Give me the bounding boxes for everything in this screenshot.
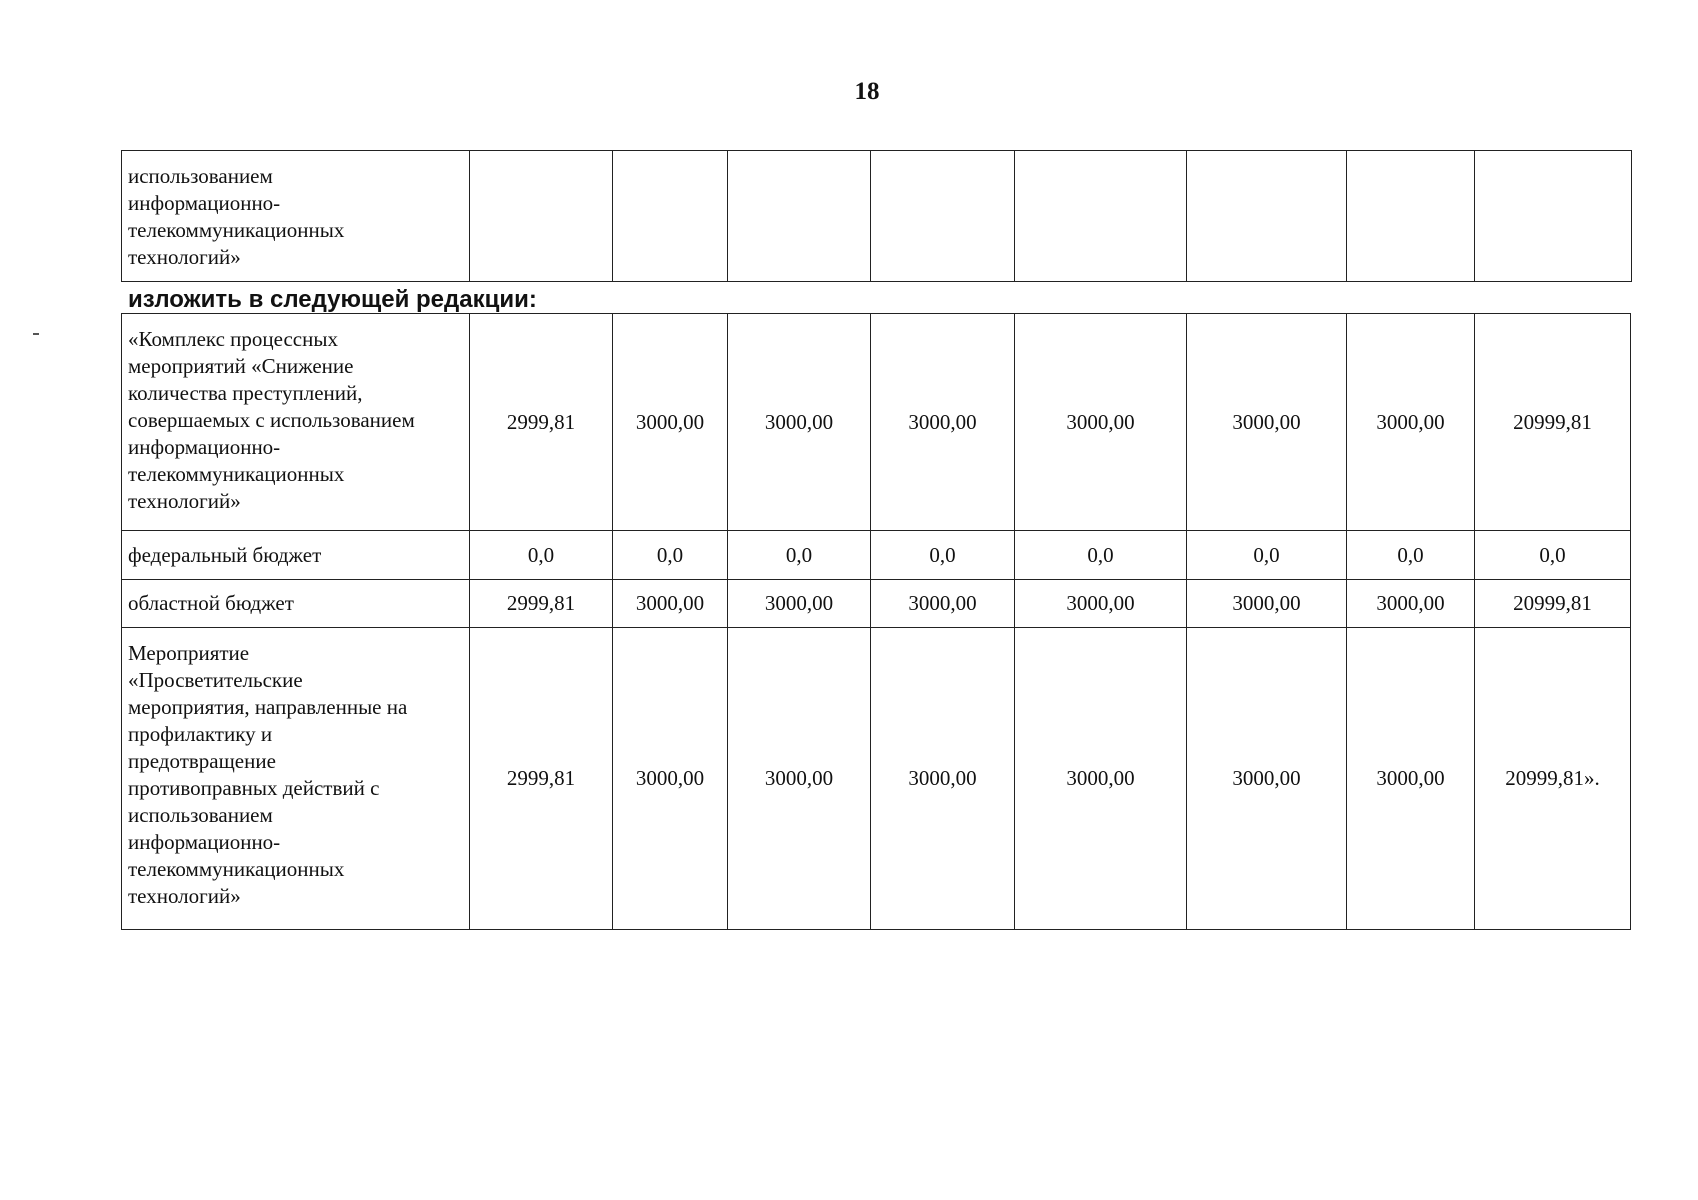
value-cell: 3000,00 [1015,580,1187,628]
row-label-cell [122,531,470,580]
scan-artifact-mark [33,333,39,335]
value-cell: 3000,00 [613,314,728,531]
intro-instruction: изложить в следующей редакции: [128,286,537,313]
row-label-cell [122,580,470,628]
value-cell: 0,0 [1475,531,1631,580]
value-cell: 0,0 [1347,531,1475,580]
value-cell: 2999,81 [470,580,613,628]
empty-cell [470,151,613,282]
value-cell: 3000,00 [728,314,871,531]
empty-cell [1015,151,1187,282]
table-row [122,628,1631,930]
table-row [122,531,1631,580]
empty-cell [1475,151,1632,282]
empty-cell [613,151,728,282]
value-cell: 3000,00 [1347,580,1475,628]
value-cell: 3000,00 [1187,580,1347,628]
value-cell: 2999,81 [470,628,613,930]
value-cell: 0,0 [470,531,613,580]
value-cell: 2999,81 [470,314,613,531]
budget-table [121,313,1631,930]
table-row [122,580,1631,628]
value-cell: 3000,00 [871,628,1015,930]
value-cell: 0,0 [871,531,1015,580]
value-cell: 3000,00 [871,314,1015,531]
value-cell: 3000,00 [728,628,871,930]
row-label: областной бюджет [128,591,294,615]
value-cell: 0,0 [613,531,728,580]
table-row [122,314,1631,531]
value-cell: 3000,00 [1347,314,1475,531]
row-label-cell [122,314,470,531]
row-label-cell [122,628,470,930]
value-cell: 0,0 [728,531,871,580]
empty-cell [1347,151,1475,282]
row-label: федеральный бюджет [128,542,322,567]
value-cell: 3000,00 [1187,314,1347,531]
value-cell: 20999,81». [1475,628,1631,930]
row-label: Мероприятие «Просветительские мероприятия, направленные на профилактику и предотвращение противоправных действий с использованием информационно- телекоммуникационных технологий» [128,641,408,908]
value-cell: 3000,00 [613,580,728,628]
value-cell: 3000,00 [613,628,728,930]
value-cell: 20999,81 [1475,314,1631,531]
value-cell: 3000,00 [871,580,1015,628]
empty-cell [728,151,871,282]
value-cell: 0,0 [1187,531,1347,580]
row-label: «Комплекс процессных мероприятий «Снижение количества преступлений, совершаемых с использованием информационно- телекоммуникационных технологий» [128,327,415,513]
value-cell: 3000,00 [1347,628,1475,930]
value-cell: 3000,00 [1015,314,1187,531]
value-cell: 0,0 [1015,531,1187,580]
value-cell: 3000,00 [1015,628,1187,930]
value-cell: 20999,81 [1475,580,1631,628]
value-cell: 3000,00 [728,580,871,628]
continued-table [121,150,1632,282]
continued-row-label: использованием информационно- телекоммуникационных технологий» [128,164,345,269]
continued-table-row [122,151,1632,282]
continued-row-label-cell [122,151,470,282]
page-number: 18 [854,78,880,105]
value-cell: 3000,00 [1187,628,1347,930]
empty-cell [871,151,1015,282]
empty-cell [1187,151,1347,282]
